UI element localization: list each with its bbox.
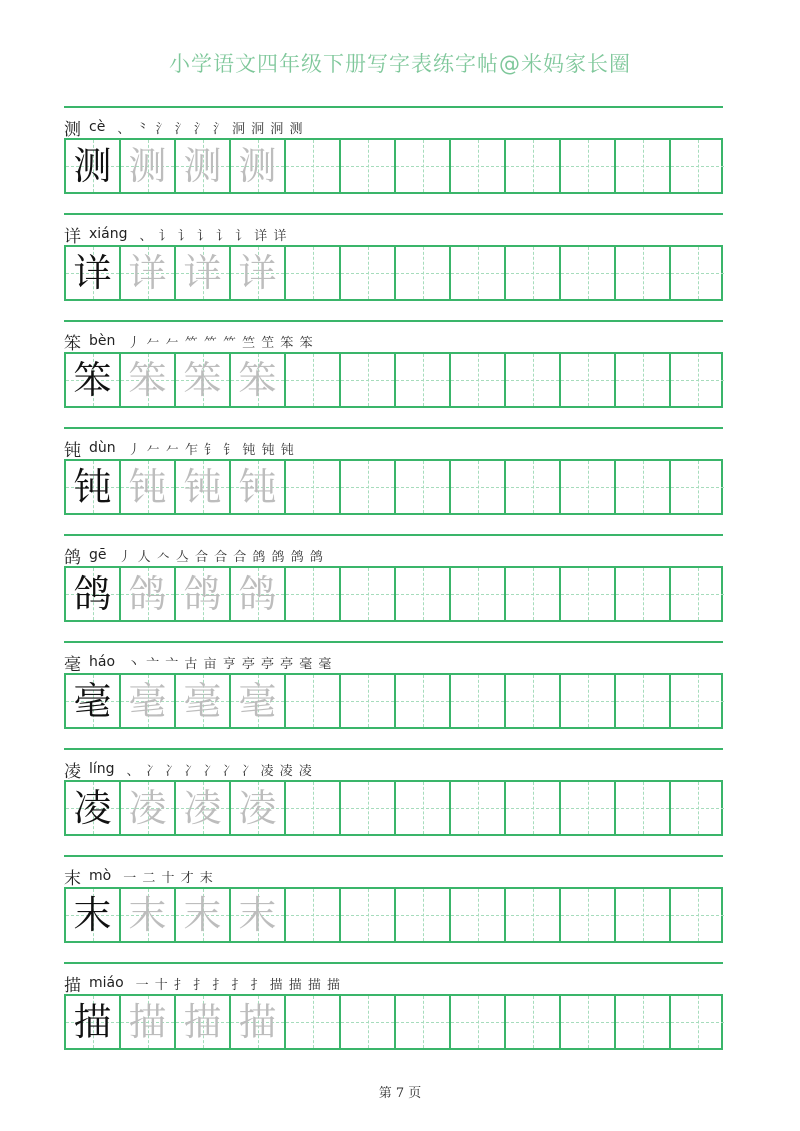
label-pinyin: háo [89, 654, 116, 670]
trace-character: 钝 [183, 465, 222, 509]
blank-cell[interactable] [451, 675, 506, 727]
blank-cell[interactable] [286, 996, 341, 1048]
trace-cell [121, 354, 176, 406]
blank-cell[interactable] [341, 140, 396, 192]
stroke-order: 、 冫 冫 冫 冫 冫 冫 凌 凌 凌 [126, 763, 313, 779]
blank-cell[interactable] [341, 247, 396, 299]
label-pinyin: gē [89, 547, 107, 563]
blank-cell[interactable] [616, 140, 671, 192]
blank-cell[interactable] [396, 889, 451, 941]
blank-cell[interactable] [616, 354, 671, 406]
writing-grid [64, 138, 723, 194]
blank-cell[interactable] [506, 568, 561, 620]
blank-cell[interactable] [286, 568, 341, 620]
trace-character: 鸽 [128, 572, 167, 616]
blank-cell[interactable] [341, 568, 396, 620]
blank-cell[interactable] [616, 461, 671, 513]
row-separator [64, 962, 723, 964]
model-cell [66, 675, 121, 727]
trace-cell [231, 461, 286, 513]
blank-cell[interactable] [506, 461, 561, 513]
row-separator [64, 534, 723, 536]
model-cell [66, 247, 121, 299]
trace-cell [231, 247, 286, 299]
trace-character: 钝 [128, 465, 167, 509]
model-character: 鸽 [73, 572, 112, 616]
blank-cell[interactable] [506, 996, 561, 1048]
trace-cell [176, 782, 231, 834]
writing-grid [64, 780, 723, 836]
trace-cell [121, 568, 176, 620]
model-character: 末 [73, 893, 112, 937]
blank-cell[interactable] [286, 354, 341, 406]
blank-cell[interactable] [341, 889, 396, 941]
trace-cell [121, 247, 176, 299]
blank-cell[interactable] [561, 782, 616, 834]
stroke-order: 丿 𠂉 𠂉 ⺮ ⺮ ⺮ 竺 笁 笨 笨 [127, 335, 314, 351]
blank-cell[interactable] [671, 568, 724, 620]
blank-cell[interactable] [561, 568, 616, 620]
model-character: 凌 [73, 786, 112, 830]
row-separator [64, 641, 723, 643]
trace-character: 凌 [238, 786, 277, 830]
model-character: 钝 [73, 465, 112, 509]
model-cell [66, 996, 121, 1048]
trace-cell [231, 782, 286, 834]
writing-grid [64, 566, 723, 622]
blank-cell[interactable] [396, 782, 451, 834]
trace-cell [121, 461, 176, 513]
trace-cell [231, 140, 286, 192]
writing-grid [64, 887, 723, 943]
trace-cell [231, 675, 286, 727]
row-label [64, 329, 314, 353]
blank-cell[interactable] [451, 247, 506, 299]
model-cell [66, 889, 121, 941]
blank-cell[interactable] [671, 247, 724, 299]
row-separator [64, 213, 723, 215]
blank-cell[interactable] [286, 782, 341, 834]
blank-cell[interactable] [286, 461, 341, 513]
model-character: 毫 [73, 679, 112, 723]
label-pinyin: miáo [89, 975, 124, 991]
label-character: 钝 [64, 440, 81, 461]
blank-cell[interactable] [506, 782, 561, 834]
trace-cell [121, 996, 176, 1048]
row-separator [64, 748, 723, 750]
trace-character: 详 [238, 251, 277, 295]
blank-cell[interactable] [506, 354, 561, 406]
blank-cell[interactable] [396, 568, 451, 620]
model-cell [66, 140, 121, 192]
row-separator [64, 855, 723, 857]
stroke-order: 一 二 十 才 末 [123, 870, 214, 886]
trace-cell [231, 568, 286, 620]
trace-cell [176, 461, 231, 513]
blank-cell[interactable] [396, 140, 451, 192]
trace-cell [231, 354, 286, 406]
trace-cell [176, 568, 231, 620]
trace-cell [176, 996, 231, 1048]
practice-row [64, 534, 723, 642]
trace-cell [231, 996, 286, 1048]
blank-cell[interactable] [671, 675, 724, 727]
blank-cell[interactable] [286, 889, 341, 941]
label-character: 鸽 [64, 547, 81, 568]
trace-character: 测 [128, 144, 167, 188]
blank-cell[interactable] [561, 461, 616, 513]
label-character: 详 [64, 226, 81, 247]
practice-row [64, 106, 723, 214]
stroke-order: 一 十 扌 扌 扌 扌 扌 描 描 描 描 [135, 977, 341, 993]
blank-cell[interactable] [616, 782, 671, 834]
blank-cell[interactable] [561, 996, 616, 1048]
trace-character: 笨 [183, 358, 222, 402]
label-pinyin: bèn [89, 333, 116, 349]
practice-row [64, 320, 723, 428]
row-label [64, 757, 313, 781]
blank-cell[interactable] [561, 889, 616, 941]
blank-cell[interactable] [451, 354, 506, 406]
trace-character: 毫 [128, 679, 167, 723]
blank-cell[interactable] [561, 140, 616, 192]
model-cell [66, 461, 121, 513]
blank-cell[interactable] [451, 568, 506, 620]
blank-cell[interactable] [396, 461, 451, 513]
blank-cell[interactable] [451, 996, 506, 1048]
model-character: 描 [73, 1000, 112, 1044]
trace-character: 凌 [128, 786, 167, 830]
label-character: 末 [64, 868, 81, 889]
practice-row [64, 855, 723, 963]
blank-cell[interactable] [341, 996, 396, 1048]
blank-cell[interactable] [671, 140, 724, 192]
model-cell [66, 568, 121, 620]
label-character: 测 [64, 119, 81, 140]
row-label [64, 543, 324, 567]
trace-character: 钝 [238, 465, 277, 509]
blank-cell[interactable] [671, 996, 724, 1048]
model-cell [66, 354, 121, 406]
label-pinyin: dùn [89, 440, 116, 456]
trace-cell [121, 675, 176, 727]
trace-character: 详 [183, 251, 222, 295]
trace-cell [121, 889, 176, 941]
stroke-order: 、 讠 讠 讠 讠 讠 详 详 [139, 228, 288, 244]
blank-cell[interactable] [671, 889, 724, 941]
trace-character: 笨 [128, 358, 167, 402]
trace-cell [121, 782, 176, 834]
blank-cell[interactable] [286, 247, 341, 299]
blank-cell[interactable] [341, 461, 396, 513]
stroke-order: 、 ⺀ 氵 氵 氵 氵 泂 泂 泂 测 [117, 121, 304, 137]
trace-cell [121, 140, 176, 192]
trace-character: 描 [238, 1000, 277, 1044]
trace-cell [176, 354, 231, 406]
blank-cell[interactable] [616, 675, 671, 727]
trace-character: 毫 [238, 679, 277, 723]
row-separator [64, 320, 723, 322]
blank-cell[interactable] [396, 996, 451, 1048]
trace-character: 测 [238, 144, 277, 188]
label-pinyin: líng [89, 761, 115, 777]
writing-grid [64, 673, 723, 729]
trace-character: 鸽 [183, 572, 222, 616]
blank-cell[interactable] [451, 140, 506, 192]
trace-character: 末 [128, 893, 167, 937]
practice-row [64, 641, 723, 749]
blank-cell[interactable] [451, 782, 506, 834]
writing-grid [64, 994, 723, 1050]
practice-row [64, 962, 723, 1070]
row-label [64, 115, 304, 139]
model-character: 测 [73, 144, 112, 188]
label-character: 毫 [64, 654, 81, 675]
model-character: 详 [73, 251, 112, 295]
label-character: 凌 [64, 761, 81, 782]
trace-character: 详 [128, 251, 167, 295]
label-pinyin: mò [89, 868, 112, 884]
label-character: 笨 [64, 333, 81, 354]
stroke-order: 丿 𠂉 𠂉 乍 钅 钅 钝 钝 钝 [127, 442, 295, 458]
practice-row [64, 748, 723, 856]
row-label [64, 864, 214, 888]
blank-cell[interactable] [561, 675, 616, 727]
row-separator [64, 427, 723, 429]
row-separator [64, 106, 723, 108]
model-cell [66, 782, 121, 834]
row-label [64, 436, 295, 460]
blank-cell[interactable] [506, 140, 561, 192]
label-pinyin: xiáng [89, 226, 128, 242]
trace-character: 末 [183, 893, 222, 937]
blank-cell[interactable] [396, 354, 451, 406]
stroke-order: 丿 人 𠆢 亼 合 合 合 鸽 鸽 鸽 鸽 [118, 549, 324, 565]
trace-character: 鸽 [238, 572, 277, 616]
blank-cell[interactable] [671, 354, 724, 406]
blank-cell[interactable] [561, 247, 616, 299]
row-label [64, 971, 341, 995]
model-character: 笨 [73, 358, 112, 402]
trace-cell [176, 140, 231, 192]
writing-grid [64, 352, 723, 408]
row-label [64, 222, 287, 246]
blank-cell[interactable] [286, 140, 341, 192]
practice-row [64, 213, 723, 321]
blank-cell[interactable] [671, 461, 724, 513]
writing-grid [64, 459, 723, 515]
page-title: 小学语文四年级下册写字表练字帖@米妈家长圈 [169, 52, 631, 76]
row-label [64, 650, 332, 674]
blank-cell[interactable] [396, 675, 451, 727]
blank-cell[interactable] [616, 889, 671, 941]
page-number: 第 7 页 [378, 1086, 422, 1101]
trace-character: 毫 [183, 679, 222, 723]
label-character: 描 [64, 975, 81, 996]
trace-character: 凌 [183, 786, 222, 830]
trace-character: 测 [183, 144, 222, 188]
blank-cell[interactable] [561, 354, 616, 406]
trace-character: 描 [183, 1000, 222, 1044]
blank-cell[interactable] [341, 354, 396, 406]
blank-cell[interactable] [506, 675, 561, 727]
trace-character: 末 [238, 893, 277, 937]
trace-character: 笨 [238, 358, 277, 402]
stroke-order: 丶 亠 亠 古 亩 亨 亭 亭 亭 毫 毫 [127, 656, 333, 672]
blank-cell[interactable] [616, 568, 671, 620]
practice-row [64, 427, 723, 535]
blank-cell[interactable] [451, 889, 506, 941]
trace-cell [176, 889, 231, 941]
blank-cell[interactable] [671, 782, 724, 834]
blank-cell[interactable] [506, 889, 561, 941]
blank-cell[interactable] [396, 247, 451, 299]
blank-cell[interactable] [286, 675, 341, 727]
blank-cell[interactable] [616, 247, 671, 299]
trace-cell [176, 675, 231, 727]
blank-cell[interactable] [451, 461, 506, 513]
blank-cell[interactable] [341, 675, 396, 727]
blank-cell[interactable] [506, 247, 561, 299]
label-pinyin: cè [89, 119, 106, 135]
writing-grid [64, 245, 723, 301]
trace-cell [176, 247, 231, 299]
blank-cell[interactable] [341, 782, 396, 834]
trace-cell [231, 889, 286, 941]
blank-cell[interactable] [616, 996, 671, 1048]
trace-character: 描 [128, 1000, 167, 1044]
